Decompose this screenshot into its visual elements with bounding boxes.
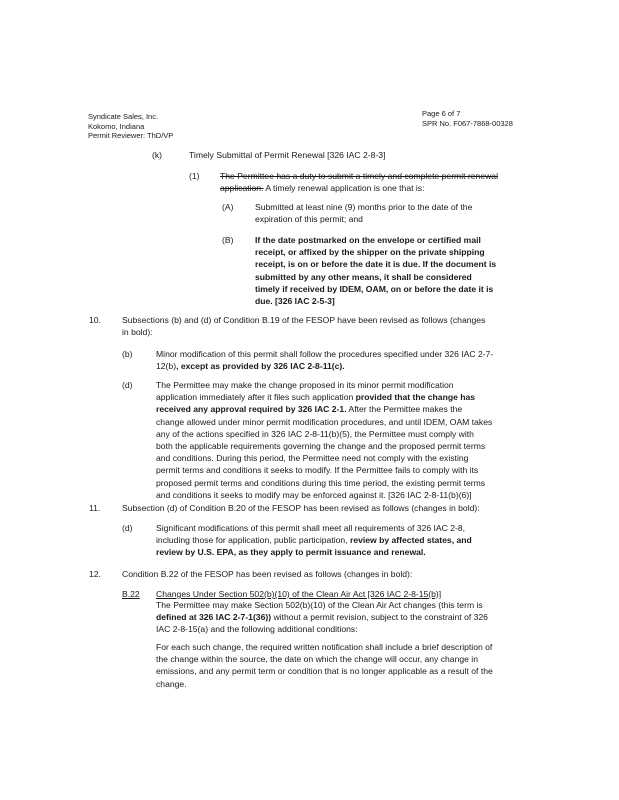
text-line (156, 403, 546, 415)
item-k-label: (k) (152, 150, 163, 160)
item-10-intro (122, 314, 542, 338)
text-line: change allowed under minor permit modification procedures, and until IDEM, OAM takes (156, 416, 493, 427)
condition-number: B.22 (122, 589, 140, 599)
text-line: receipt, or affixed by the shipper on the private shipping (255, 247, 485, 258)
struck-text: The Permittee has a duty to submit a timely and complete permit renewal application. (220, 171, 498, 194)
item-k-sub1-text (220, 170, 530, 194)
plain-text: After the Permittee makes the (346, 404, 463, 415)
text-line: the change within the source, the date on which the change will occur, any change in (156, 654, 478, 665)
item-11-d-text (156, 522, 546, 559)
item-k-b-text (255, 234, 550, 307)
text-line: and conditions it seeks to modify may be enforced against it. [326 IAC 2-8-11(b)(6)] (156, 489, 472, 500)
condition-paragraph-1 (156, 599, 551, 636)
text-line: receipt, is on or before the date it is due. If the document is (255, 259, 497, 270)
item-10-number: 10. (89, 315, 101, 325)
text-line: due. [326 IAC 2-5-3] (255, 296, 335, 307)
text-line: If the date postmarked on the envelope or certified mail (255, 235, 481, 245)
plain-text: without a permit revision, subject to the constraint of 326 (271, 612, 488, 623)
text-line: permit terms and conditions it seeks to modify. If the Permittee fails to comply with its (156, 465, 479, 476)
bold-text: , except as provided by 326 IAC 2-8-11(c). (176, 361, 345, 372)
item-k-sub1-rest: A timely renewal application is one that is: (263, 183, 425, 194)
text-line: submitted by any other means, it shall be considered (255, 271, 472, 282)
item-11-intro: Subsection (d) of Condition B.20 of the FESOP has been revised as follows (changes in bold): (122, 503, 480, 513)
plain-text: 12(b) (156, 361, 177, 372)
text-line (156, 360, 546, 372)
item-10-d-label: (d) (122, 380, 133, 390)
condition-title: Changes Under Section 502(b)(10) of the Clean Air Act [326 IAC 2-8-15(b)] (156, 589, 442, 599)
text-line: change. (156, 678, 187, 689)
text-line (156, 391, 546, 403)
text-line: any of the actions specified in 326 IAC 2-8-11(b)(5), the Permittee must comply with (156, 428, 474, 439)
text-line: and conditions. During this period, the Permittee need not comply with the existing (156, 453, 469, 464)
text-line: Submitted at least nine (9) months prior to the date of the (255, 202, 473, 212)
item-k-a-label: (A) (222, 202, 234, 212)
plain-text: application immediately after it files such application (156, 392, 356, 403)
item-10-b-text (156, 348, 546, 372)
bold-text: received any approval required by 326 IAC 2-1. (156, 404, 347, 415)
header-location: Kokomo, Indiana (88, 121, 145, 131)
text-line: Significant modifications of this permit shall meet all requirements of 326 IAC 2-8, (156, 523, 466, 533)
text-line (156, 611, 551, 623)
header-permit-number: SPR No. F067-7868-00328 (422, 118, 513, 128)
bold-text: review by affected states, and (349, 535, 472, 546)
header-left (88, 112, 288, 141)
item-k-title: Timely Submittal of Permit Renewal [326 IAC 2-8-3] (189, 150, 386, 160)
bold-text: provided that the change has (355, 392, 476, 403)
text-line (156, 534, 546, 546)
plain-text: including those for application, public participation, (156, 535, 350, 546)
item-11-d-label: (d) (122, 523, 133, 533)
item-k-b-label: (B) (222, 235, 234, 245)
text-line: both the applicable requirements governing the change and the proposed permit terms (156, 441, 486, 452)
bold-text: review by U.S. EPA, as they apply to permit issuance and renewal. (156, 547, 426, 558)
text-line: Subsections (b) and (d) of Condition B.19 of the FESOP have been revised as follows (changes (122, 315, 486, 325)
item-k-a-text (255, 201, 545, 225)
text-line: The Permittee may make Section 502(b)(10) of the Clean Air Act changes (this term is (156, 600, 483, 610)
text-line: Minor modification of this permit shall follow the procedures specified under 326 IAC 2-7- (156, 349, 494, 359)
header-reviewer: Permit Reviewer: ThD/VP (88, 131, 174, 140)
text-line: IAC 2-8-15(a) and the following additional conditions: (156, 624, 358, 635)
text-line: proposed permit terms and conditions during this time period, the existing permit terms (156, 477, 486, 488)
text-line: timely if received by IDEM, OAM, on or before the date it is (255, 283, 494, 294)
text-line (156, 546, 546, 558)
item-10-b-label: (b) (122, 349, 133, 359)
item-12-number: 12. (89, 569, 101, 579)
text-line: emissions, and any permit term or condition that is no longer applicable as a result of the (156, 666, 493, 677)
item-k-sub1-label: (1) (189, 171, 200, 181)
text-line: The Permittee may make the change proposed in its minor permit modification (156, 380, 454, 390)
bold-text: defined at 326 IAC 2-7-1(36)) (156, 612, 272, 623)
item-10-d-text (156, 379, 546, 501)
text-line: in bold): (122, 327, 153, 338)
text-line: For each such change, the required written notification shall include a brief description of (156, 642, 493, 652)
header-company: Syndicate Sales, Inc. (88, 112, 159, 121)
condition-paragraph-2 (156, 641, 556, 690)
item-12-intro: Condition B.22 of the FESOP has been revised as follows (changes in bold): (122, 569, 413, 579)
text-line: expiration of this permit; and (255, 214, 363, 225)
header-right (422, 109, 572, 128)
item-11-number: 11. (89, 503, 101, 513)
header-page-number: Page 6 of 7 (422, 109, 461, 118)
